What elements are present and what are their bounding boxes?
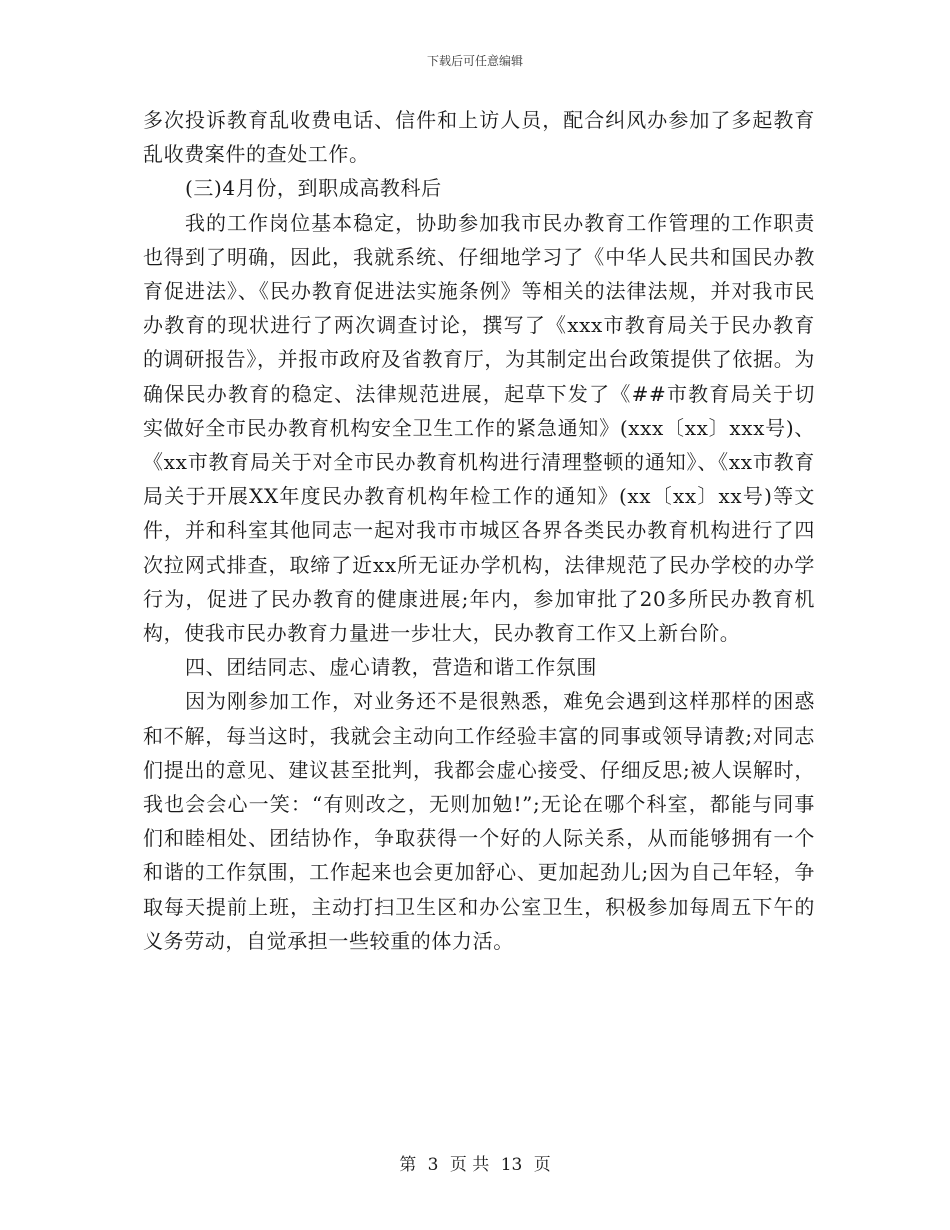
paragraph-continuation: 多次投诉教育乱收费电话、信件和上访人员，配合纠风办参加了多起教育乱收费案件的查处工作。 (143, 108, 815, 167)
section-heading-4: 四、团结同志、虚心请教，营造和谐工作氛围 (185, 655, 597, 680)
footer-middle: 页 共 (449, 1155, 490, 1175)
footer-suffix: 页 (533, 1155, 551, 1175)
page-header: 下载后可任意编辑 (426, 54, 523, 68)
page-footer (0, 1154, 950, 1176)
paragraph-private-education: 我的工作岗位基本稳定，协助参加我市民办教育工作管理的工作职责也得到了明确，因此，我就系统、仔细地学习了《中华人民共和国民办教育促进法》、《民办教育促进法实施条例》等相关的法律法规，并对我市民办教育的现状进行了两次调查讨论，撰写了《xxx市教育局关于民办教育的调研报告》，并报市政府及省教育厅，为其制定出台政策提供了依据。为确保民办教育的稳定、法律规范进展，起草下发了《##市教育局关于切实做好全市民办教育机构安全卫生工作的紧急通知》(xxx〔xx〕xxx号)、《xx市教育局关于对全市民办教育机构进行清理整顿的通知》、《xx市教育局关于开展XX年度民办教育机构年检工作的通知》(xx〔xx〕xx号)等文件，并和科室其他同志一起对我市市城区各界各类民办教育机构进行了四次拉网式排查，取缔了近xx所无证办学机构，法律规范了民办学校的办学行为，促进了民办教育的健康进展;年内，参加审批了20多所民办教育机构，使我市民办教育力量进一步壮大，民办教育工作又上新台阶。 (143, 210, 815, 646)
paragraph-teamwork: 因为刚参加工作，对业务还不是很熟悉，难免会遇到这样那样的困惑和不解，每当这时，我就会主动向工作经验丰富的同事或领导请教;对同志们提出的意见、建议甚至批判，我都会虚心接受、仔细反思;被人误解时，我也会会心一笑：“有则改之，无则加勉!”;无论在哪个科室，都能与同事们和睦相处、团结协作，争取获得一个好的人际关系，从而能够拥有一个和谐的工作氛围，工作起来也会更加舒心、更加起劲儿;因为自己年轻，争取每天提前上班，主动打扫卫生区和办公室卫生，积极参加每周五下午的义务劳动，自觉承担一些较重的体力活。 (143, 689, 815, 953)
footer-prefix: 第 (399, 1155, 417, 1175)
footer-current-page: 3 (427, 1155, 439, 1175)
section-heading-3: (三)4月份，到职成高教科后 (185, 176, 442, 201)
footer-total-pages: 13 (500, 1155, 523, 1175)
document-body (143, 103, 815, 958)
